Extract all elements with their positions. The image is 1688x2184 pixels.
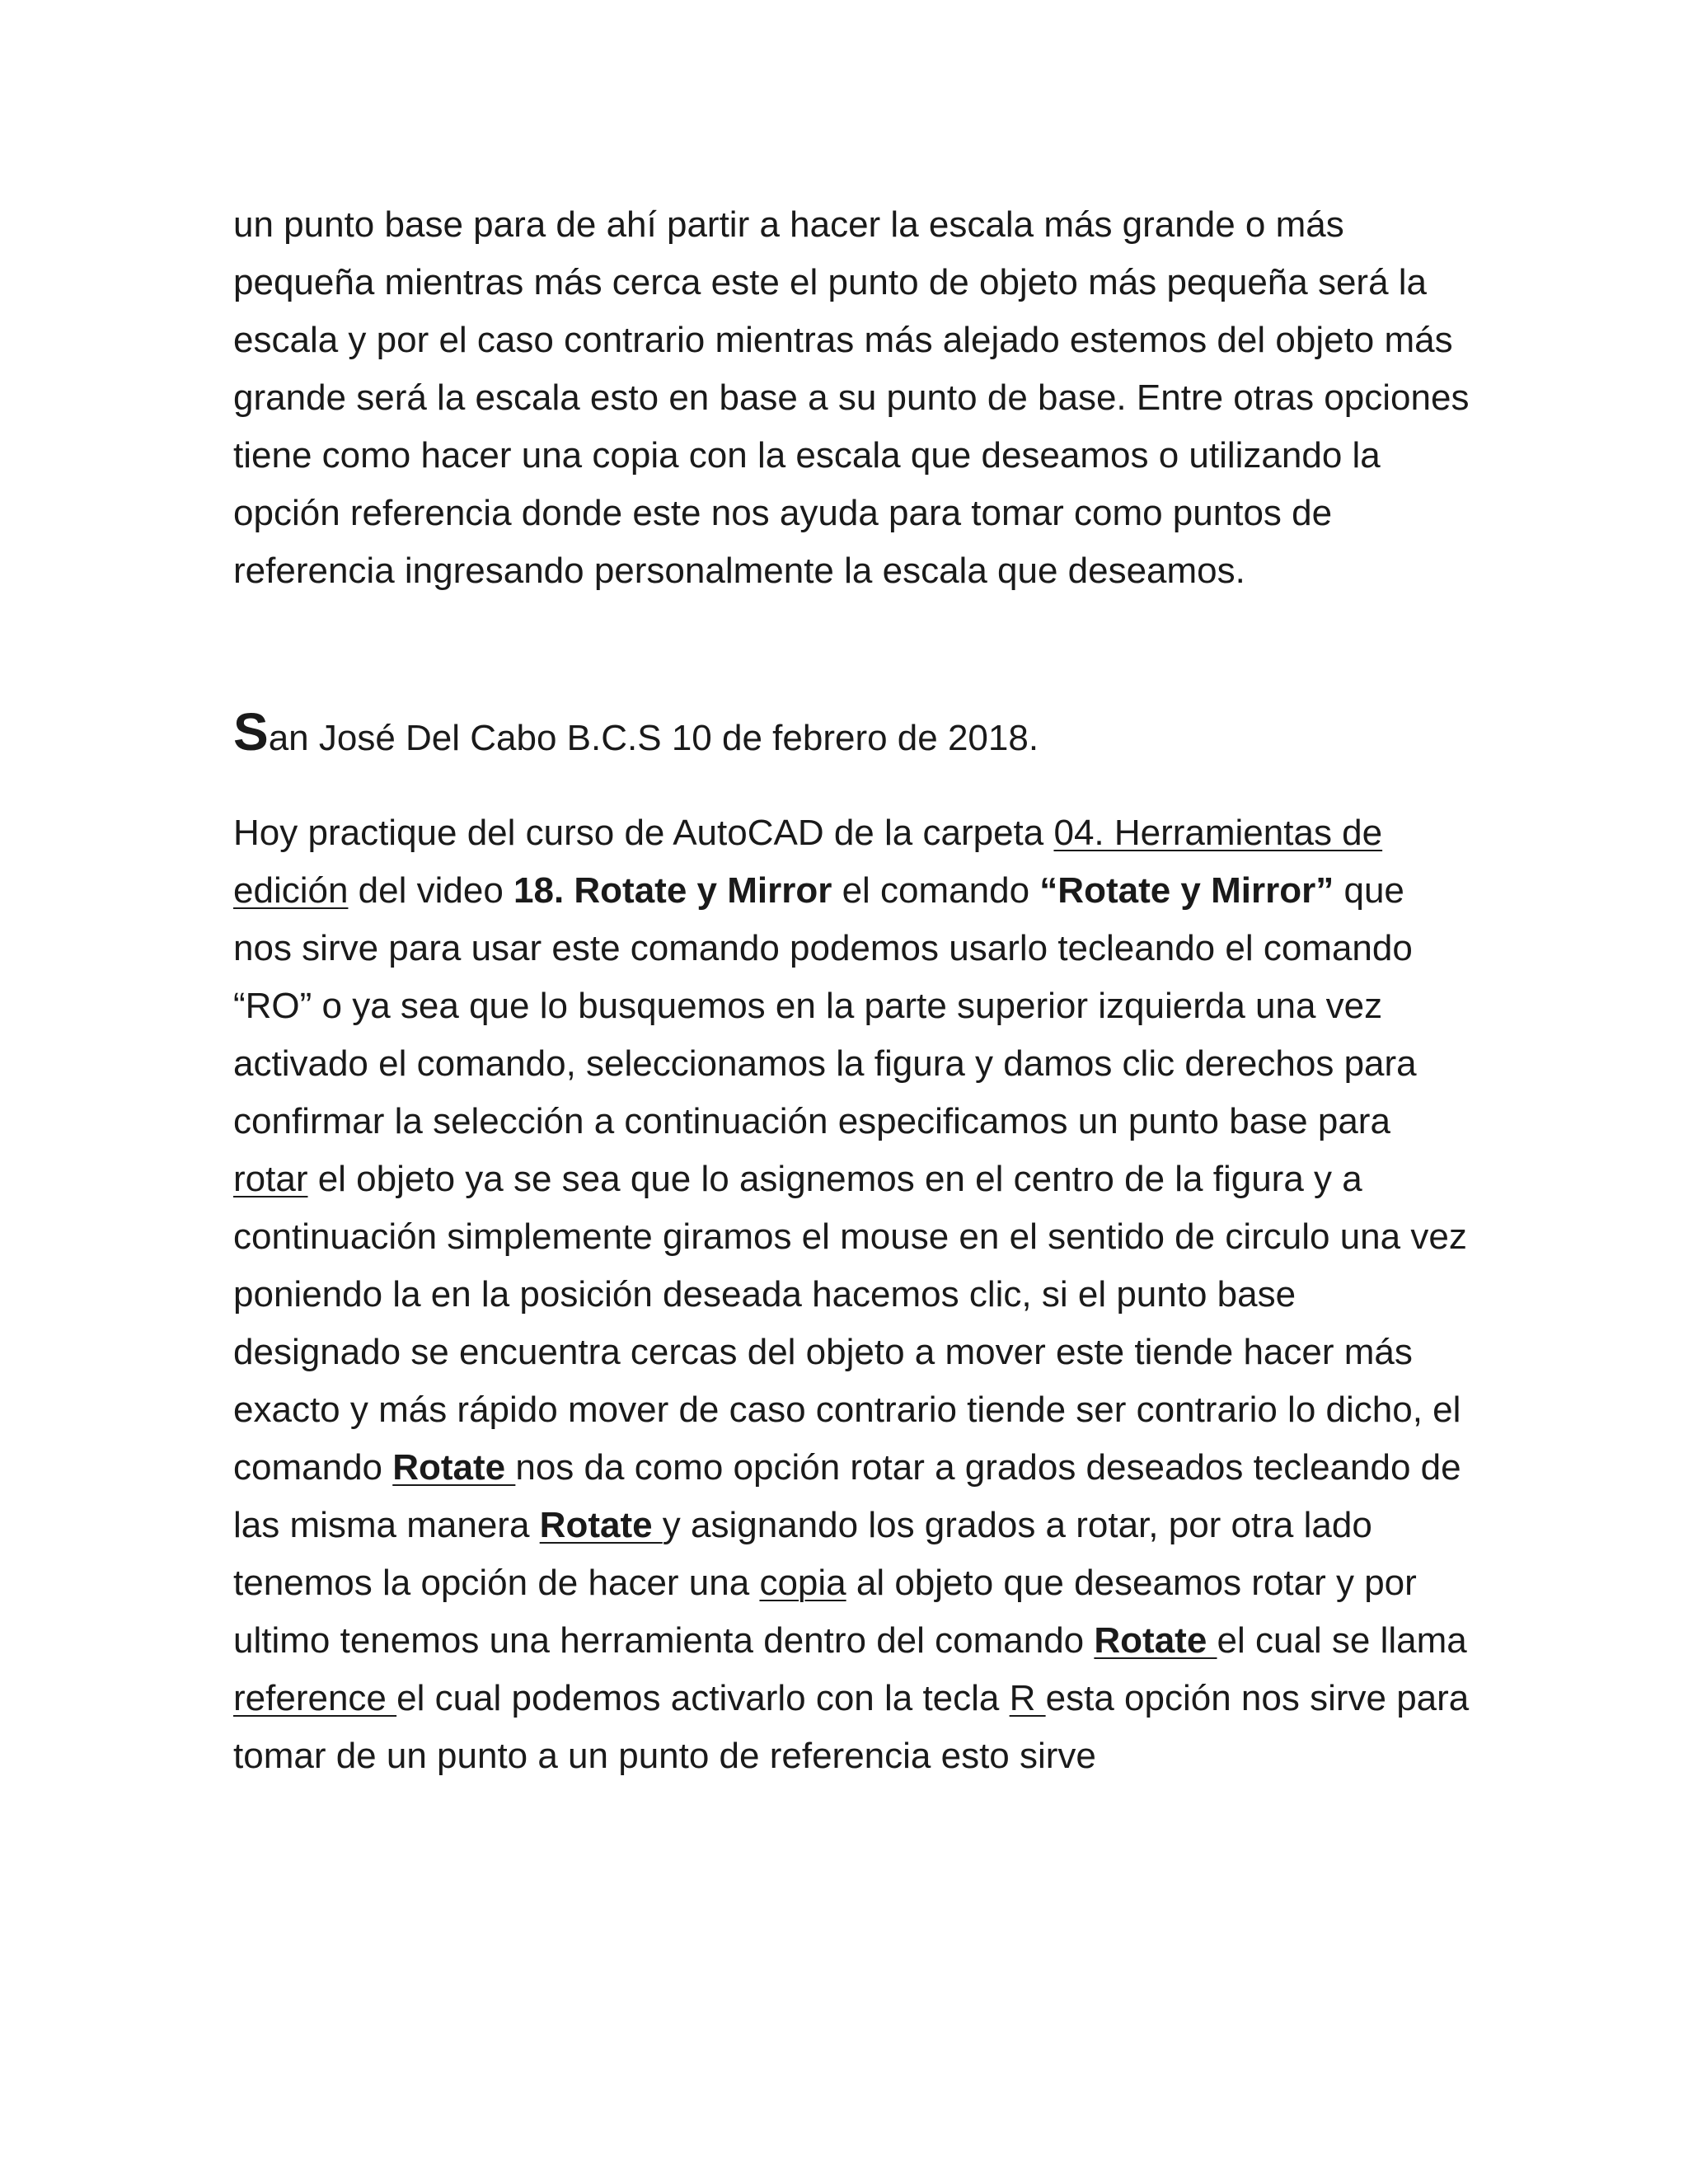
text-run: del video bbox=[348, 870, 514, 911]
text-run: el cual podemos activarlo con la tecla bbox=[396, 1678, 1010, 1718]
folder-name: 04. Herramientas de edición bbox=[233, 813, 1383, 911]
video-title: 18. Rotate y Mirror bbox=[513, 870, 832, 911]
keyword-rotate: Rotate bbox=[539, 1505, 663, 1545]
text-run: esta opción nos sirve para tomar de un punto a un punto de referencia esto sirve bbox=[233, 1678, 1470, 1776]
keyword-copia: copia bbox=[759, 1563, 846, 1603]
text-run: el comando bbox=[832, 870, 1040, 911]
document-body bbox=[233, 196, 1470, 1785]
text-run: el objeto ya se sea que lo asignemos en el centro de la figura y a continuación simplemente giramos el mouse en el sentido de circulo una vez poniendo la en la posición deseada hacemos clic, si el punto base designado se encuentra cercas del objeto a mover este tiende hacer más exacto y más rápido mover de caso contrario tiende ser contrario lo dicho, el comando bbox=[233, 1159, 1467, 1488]
date-initial-letter: S bbox=[233, 702, 269, 762]
keyword-rotar: rotar bbox=[233, 1159, 308, 1199]
command-name: “Rotate y Mirror” bbox=[1039, 870, 1334, 911]
date-heading bbox=[233, 703, 1470, 767]
date-text: an José Del Cabo B.C.S 10 de febrero de 2018. bbox=[268, 718, 1039, 758]
text-run: al objeto que deseamos rotar y por ultimo tenemos una herramienta dentro del comando bbox=[233, 1563, 1417, 1661]
keyword-r-key: R bbox=[1009, 1678, 1046, 1718]
paragraph-rotate-description bbox=[233, 804, 1470, 1785]
text-run: y asignando los grados a rotar, por otra lado tenemos la opción de hacer una bbox=[233, 1505, 1372, 1603]
text-run: Hoy practique del curso de AutoCAD de la carpeta bbox=[233, 813, 1054, 853]
keyword-reference: reference bbox=[233, 1678, 397, 1718]
text-run: el cual se llama bbox=[1217, 1620, 1467, 1661]
keyword-rotate: Rotate bbox=[392, 1447, 516, 1488]
text-run: que nos sirve para usar este comando podemos usarlo tecleando el comando “RO” o ya sea que lo busquemos en la parte superior izquierda una vez activado el comando, seleccionamos la figura y damos clic derechos para confirmar la selección a continuación especificamos un punto base para bbox=[233, 870, 1417, 1141]
text-run: nos da como opción rotar a grados deseados tecleando de las misma manera bbox=[233, 1447, 1461, 1545]
keyword-rotate: Rotate bbox=[1094, 1620, 1217, 1661]
paragraph-scale-description: un punto base para de ahí partir a hacer la escala más grande o más pequeña mientras más cerca este el punto de objeto más pequeña será la escala y por el caso contrario mientras más alejado estemos del objeto más grande será la escala esto en base a su punto de base. Entre otras opciones tiene como hacer una copia con la escala que deseamos o utilizando la opción referencia donde este nos ayuda para tomar como puntos de referencia ingresando personalmente la escala que deseamos. bbox=[233, 204, 1470, 591]
